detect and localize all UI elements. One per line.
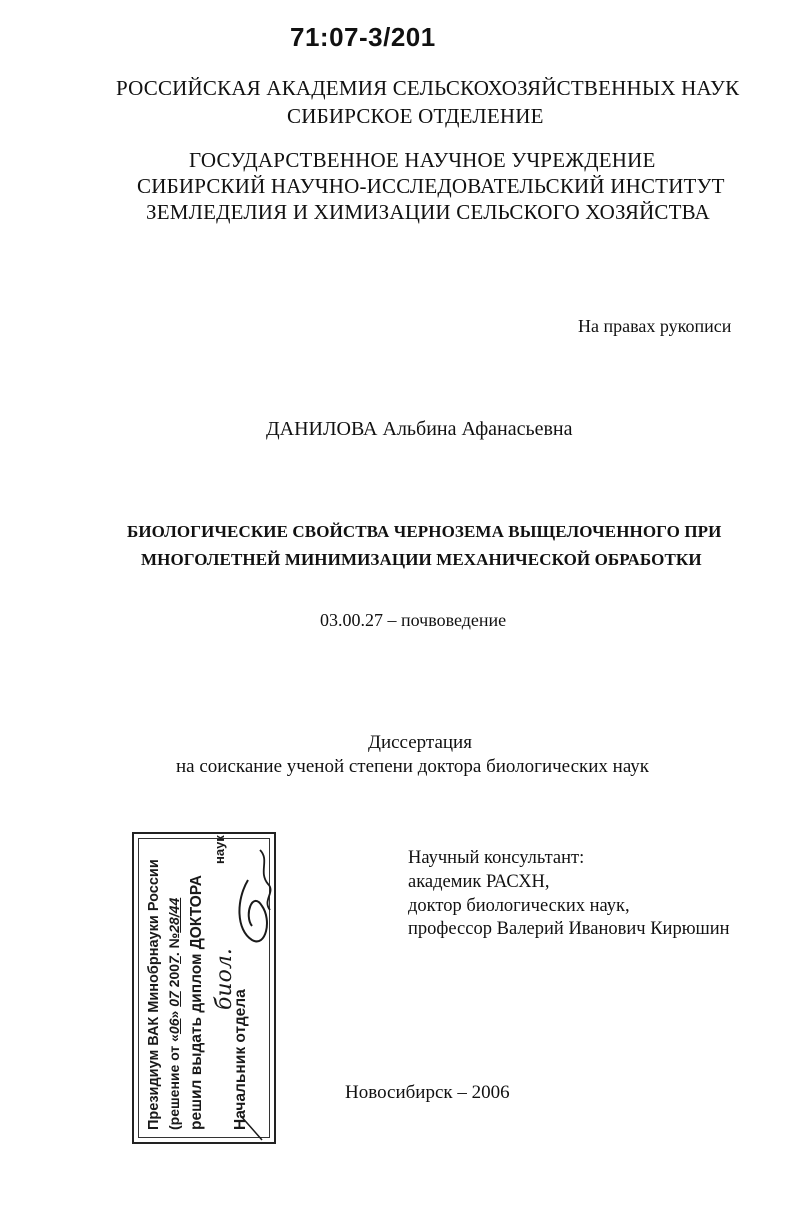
stamp-decision-mid2: 200 <box>166 963 182 988</box>
stamp-decision-prefix: (решение от « <box>166 1034 182 1130</box>
thesis-title-line-2: МНОГОЛЕТНЕЙ МИНИМИЗАЦИИ МЕХАНИЧЕСКОЙ ОБРАБОТКИ <box>141 550 702 569</box>
dissertation-label: Диссертация <box>368 732 472 753</box>
institution-line-3: ЗЕМЛЕДЕЛИЯ И ХИМИЗАЦИИ СЕЛЬСКОГО ХОЗЯЙСТВА <box>146 200 710 224</box>
stamp-line-diploma: решил выдать диплом ДОКТОРА <box>188 874 205 1130</box>
institution-line-2: СИБИРСКИЙ НАУЧНО-ИССЛЕДОВАТЕЛЬСКИЙ ИНСТИТУТ <box>137 174 725 198</box>
stamp-line-presidium: Президиум ВАК Минобрнауки России <box>146 859 162 1130</box>
archive-code: 71:07-3/201 <box>290 22 436 52</box>
consultant-label: Научный консультант: <box>408 848 585 868</box>
stamp-number: 28/44 <box>166 897 182 933</box>
city-year: Новосибирск – 2006 <box>345 1082 510 1103</box>
stamp-nauk: наук <box>212 835 227 864</box>
institution-line-1: ГОСУДАРСТВЕННОЕ НАУЧНОЕ УЧРЕЖДЕНИЕ <box>189 148 656 172</box>
stamp-year-digit: 7 <box>166 956 182 964</box>
signature-stroke-2 <box>260 850 271 910</box>
degree-sought: на соискание ученой степени доктора биологических наук <box>176 756 650 777</box>
stamp-decision-mid1: » <box>166 1010 182 1019</box>
signature-stroke-1 <box>239 880 267 941</box>
stamp-decision-mid3: . № <box>166 932 182 957</box>
consultant-degree: доктор биологических наук, <box>408 896 630 916</box>
stamp-month: 07 <box>166 991 182 1007</box>
stamp-day: 06 <box>166 1018 182 1035</box>
academy-name: РОССИЙСКАЯ АКАДЕМИЯ СЕЛЬСКОХОЗЯЙСТВЕННЫХ НАУК <box>116 76 740 100</box>
signature-tick <box>240 1115 262 1140</box>
branch-name: СИБИРСКОЕ ОТДЕЛЕНИЕ <box>287 104 544 128</box>
consultant-rank: академик РАСХН, <box>408 872 550 892</box>
specialty: 03.00.27 – почвоведение <box>320 610 507 630</box>
author-name: ДАНИЛОВА Альбина Афанасьевна <box>266 418 573 440</box>
consultant-name: профессор Валерий Иванович Кирюшин <box>408 919 730 939</box>
stamp-line-head: Начальник отдела <box>232 989 249 1130</box>
stamp-field: биол. <box>212 948 237 1010</box>
thesis-title-line-1: БИОЛОГИЧЕСКИЕ СВОЙСТВА ЧЕРНОЗЕМА ВЫЩЕЛОЧЕННОГО ПРИ <box>127 522 722 541</box>
rights-note: На правах рукописи <box>578 316 732 336</box>
